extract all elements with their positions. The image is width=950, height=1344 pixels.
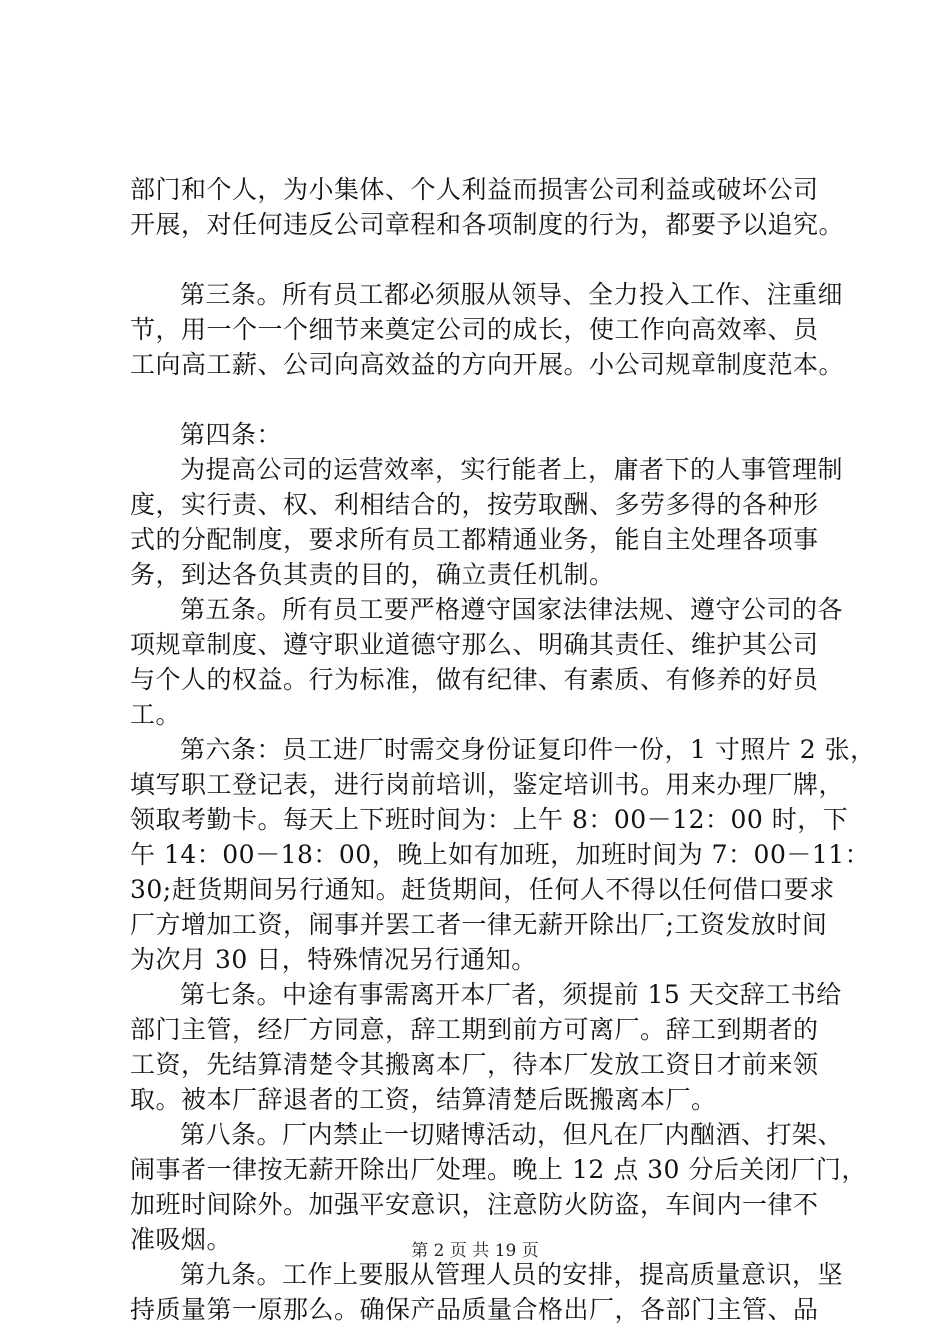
- page-footer: 第 2 页 共 19 页: [411, 1241, 539, 1261]
- text-line: 为提高公司的运营效率，实行能者上，庸者下的人事管理制: [180, 455, 844, 484]
- text-line: 第九条。工作上要服从管理人员的安排，提高质量意识，坚: [180, 1260, 844, 1289]
- text-line: 工。: [130, 700, 182, 729]
- text-line: 务，到达各负其责的目的，确立责任机制。: [130, 560, 615, 589]
- text-line: 30;赶货期间另行通知。赶货期间，任何人不得以任何借口要求: [130, 875, 835, 904]
- text-line: 取。被本厂辞退者的工资，结算清楚后既搬离本厂。: [130, 1085, 717, 1114]
- text-line: 填写职工登记表，进行岗前培训，鉴定培训书。用来办理厂牌，: [130, 770, 845, 799]
- text-line: 式的分配制度，要求所有员工都精通业务，能自主处理各项事: [130, 525, 819, 554]
- text-line: 第四条：: [180, 420, 283, 449]
- paragraph-gap: [130, 242, 855, 277]
- text-line: 闹事者一律按无薪开除出厂处理。晚上 12 点 30 分后关闭厂门，: [130, 1155, 867, 1184]
- document-body: [130, 172, 876, 1327]
- text-line: 午 14：00－18：00，晚上如有加班，加班时间为 7：00－11：: [130, 840, 871, 869]
- text-line: 工向高工薪、公司向高效益的方向开展。小公司规章制度范本。: [130, 350, 845, 379]
- text-line: 与个人的权益。行为标准，做有纪律、有素质、有修养的好员: [130, 665, 819, 694]
- text-line: 工资，先结算清楚令其搬离本厂，待本厂发放工资日才前来领: [130, 1050, 819, 1079]
- text-line: 第八条。厂内禁止一切赌博活动，但凡在厂内酗酒、打架、: [180, 1120, 844, 1149]
- text-line: 准吸烟。: [130, 1225, 233, 1254]
- text-line: 第三条。所有员工都必须服从领导、全力投入工作、注重细: [180, 280, 844, 309]
- text-line: 持质量第一原那么。确保产品质量合格出厂，各部门主管、品: [130, 1295, 819, 1324]
- text-line: 第五条。所有员工要严格遵守国家法律法规、遵守公司的各: [180, 595, 844, 624]
- text-line: 开展，对任何违反公司章程和各项制度的行为，都要予以追究。: [130, 210, 845, 239]
- text-line: 度，实行责、权、利相结合的，按劳取酬、多劳多得的各种形: [130, 490, 819, 519]
- text-line: 项规章制度、遵守职业道德守那么、明确其责任、维护其公司: [130, 630, 819, 659]
- text-line: 加班时间除外。加强平安意识，注意防火防盗，车间内一律不: [130, 1190, 819, 1219]
- text-line: 厂方增加工资，闹事并罢工者一律无薪开除出厂;工资发放时间: [130, 910, 828, 939]
- text-line: 为次月 30 日，特殊情况另行通知。: [130, 945, 537, 974]
- text-line: 第六条：员工进厂时需交身份证复印件一份，1 寸照片 2 张，: [180, 735, 876, 764]
- paragraph-gap: [130, 382, 855, 417]
- text-line: 部门和个人，为小集体、个人利益而损害公司利益或破坏公司: [130, 175, 819, 204]
- text-line: 第七条。中途有事需离开本厂者，须提前 15 天交辞工书给: [180, 980, 842, 1009]
- text-line: 节，用一个一个细节来奠定公司的成长，使工作向高效率、员: [130, 315, 819, 344]
- text-line: 部门主管，经厂方同意，辞工期到前方可离厂。辞工到期者的: [130, 1015, 819, 1044]
- text-line: 领取考勤卡。每天上下班时间为：上午 8：00－12：00 时，下: [130, 805, 849, 834]
